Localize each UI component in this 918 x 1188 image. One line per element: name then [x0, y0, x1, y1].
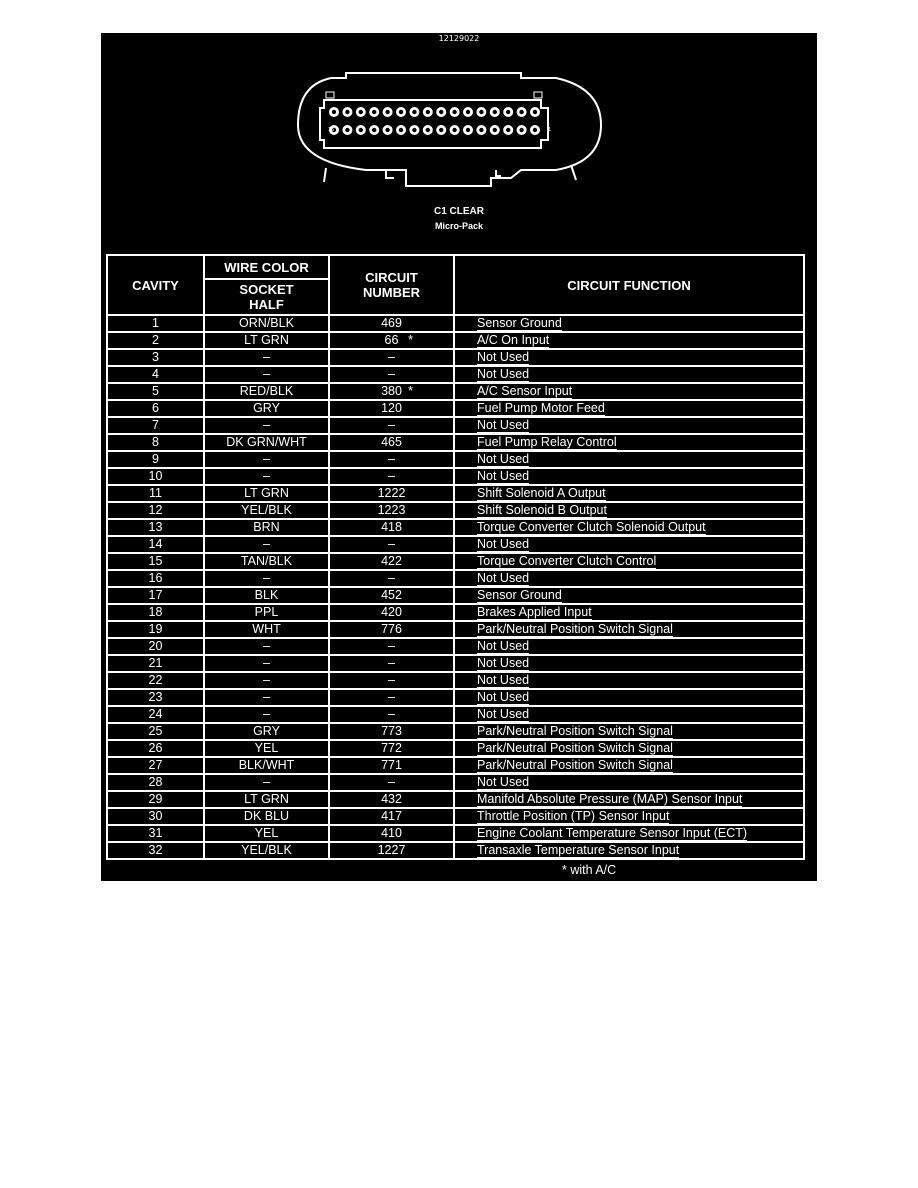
header-circuit-number-line2: NUMBER	[362, 285, 421, 300]
circuit-function-text: Engine Coolant Temperature Sensor Input (ECT)	[477, 826, 748, 840]
circuit-function-cell	[454, 587, 804, 604]
circuit-number-value: –	[388, 469, 395, 483]
circuit-number-cell	[329, 774, 454, 791]
circuit-number-cell	[329, 842, 454, 859]
table-row	[107, 740, 804, 757]
circuit-number-value: 410	[381, 826, 402, 840]
pin-label-start: 16	[328, 127, 335, 133]
connector-pin-hole	[412, 128, 416, 132]
connector-pin-hole	[533, 110, 537, 114]
circuit-number-value: 772	[381, 741, 402, 755]
table-row	[107, 757, 804, 774]
circuit-function-cell	[454, 485, 804, 502]
circuit-number-value: 773	[381, 724, 402, 738]
circuit-number-cell	[329, 808, 454, 825]
circuit-number-cell	[329, 791, 454, 808]
connector-pin-hole	[519, 128, 523, 132]
circuit-function-cell	[454, 553, 804, 570]
wire-color-cell: DK BLU	[204, 808, 329, 825]
connector-pin-hole	[452, 128, 456, 132]
circuit-number-value: –	[388, 775, 395, 789]
connector-pin-hole	[399, 128, 403, 132]
circuit-function-cell	[454, 791, 804, 808]
circuit-function-text: Not Used	[477, 469, 530, 483]
connector-pin-hole	[493, 110, 497, 114]
circuit-number-cell	[329, 451, 454, 468]
circuit-number-value: 465	[381, 435, 402, 449]
circuit-function-cell	[454, 315, 804, 332]
circuit-number-cell	[329, 349, 454, 366]
cavity-cell: 16	[107, 570, 204, 587]
cavity-cell: 21	[107, 655, 204, 672]
connector-pin-hole	[385, 128, 389, 132]
circuit-number-cell	[329, 689, 454, 706]
table-row	[107, 400, 804, 417]
cavity-cell: 7	[107, 417, 204, 434]
wire-color-cell: –	[204, 570, 329, 587]
circuit-number-cell	[329, 706, 454, 723]
table-row	[107, 672, 804, 689]
cavity-cell: 24	[107, 706, 204, 723]
pinout-table	[106, 254, 805, 860]
circuit-number-cell	[329, 825, 454, 842]
circuit-function-text: Fuel Pump Motor Feed	[477, 401, 605, 415]
circuit-number-value: –	[388, 350, 395, 364]
circuit-number-value: 776	[381, 622, 402, 636]
circuit-function-cell	[454, 400, 804, 417]
cavity-cell: 25	[107, 723, 204, 740]
circuit-number-cell	[329, 604, 454, 621]
circuit-function-text: Throttle Position (TP) Sensor Input	[477, 809, 670, 823]
circuit-number-cell	[329, 417, 454, 434]
wire-color-cell: GRY	[204, 400, 329, 417]
circuit-function-text: Transaxle Temperature Sensor Input	[477, 843, 680, 857]
circuit-number-value: 380	[381, 384, 402, 398]
circuit-number-cell	[329, 723, 454, 740]
circuit-function-text: Shift Solenoid A Output	[477, 486, 606, 500]
header-circuit-number	[329, 255, 454, 315]
circuit-function-cell	[454, 672, 804, 689]
circuit-function-cell	[454, 332, 804, 349]
wire-color-cell: YEL/BLK	[204, 502, 329, 519]
header-socket-half-line1: SOCKET	[239, 282, 294, 297]
circuit-number-value: 1227	[377, 843, 406, 857]
circuit-function-text: Not Used	[477, 418, 530, 432]
circuit-number-value: 771	[381, 758, 402, 772]
circuit-function-cell	[454, 383, 804, 400]
circuit-function-text: Not Used	[477, 639, 530, 653]
circuit-number-cell	[329, 655, 454, 672]
circuit-function-cell	[454, 740, 804, 757]
circuit-number-value: 417	[381, 809, 402, 823]
wire-color-cell: BLK/WHT	[204, 757, 329, 774]
wire-color-cell: TAN/BLK	[204, 553, 329, 570]
table-row	[107, 502, 804, 519]
cavity-cell: 19	[107, 621, 204, 638]
circuit-number-value: –	[388, 418, 395, 432]
cavity-cell: 28	[107, 774, 204, 791]
wire-color-cell: –	[204, 706, 329, 723]
connector-figure	[101, 33, 817, 881]
table-row	[107, 366, 804, 383]
table-row	[107, 417, 804, 434]
table-row	[107, 349, 804, 366]
circuit-number-value: –	[388, 537, 395, 551]
cavity-cell: 17	[107, 587, 204, 604]
circuit-function-text: Not Used	[477, 452, 530, 466]
cavity-cell: 11	[107, 485, 204, 502]
circuit-function-text: Sensor Ground	[477, 316, 562, 330]
ac-footnote-marker: *	[408, 333, 413, 347]
connector-pin-hole	[345, 110, 349, 114]
wire-color-cell: –	[204, 451, 329, 468]
circuit-number-value: –	[388, 656, 395, 670]
circuit-function-cell	[454, 434, 804, 451]
circuit-function-text: Fuel Pump Relay Control	[477, 435, 617, 449]
table-row	[107, 315, 804, 332]
circuit-function-cell	[454, 349, 804, 366]
circuit-function-text: Park/Neutral Position Switch Signal	[477, 758, 673, 772]
wire-color-cell: LT GRN	[204, 332, 329, 349]
table-row	[107, 706, 804, 723]
circuit-function-text: Not Used	[477, 775, 530, 789]
circuit-number-cell	[329, 587, 454, 604]
connector-pin-hole	[506, 110, 510, 114]
circuit-function-text: A/C On Input	[477, 333, 550, 347]
caption-title: C1 CLEAR	[433, 206, 484, 217]
connector-pin-hole	[426, 110, 430, 114]
circuit-number-value: 422	[381, 554, 402, 568]
connector-pin-hole	[359, 128, 363, 132]
connector-pin-hole	[439, 110, 443, 114]
connector-pin-hole	[506, 128, 510, 132]
circuit-number-value: 120	[381, 401, 402, 415]
connector-pin-hole	[493, 128, 497, 132]
table-row	[107, 383, 804, 400]
circuit-number-cell	[329, 570, 454, 587]
wire-color-cell: YEL/BLK	[204, 842, 329, 859]
circuit-function-cell	[454, 774, 804, 791]
cavity-cell: 23	[107, 689, 204, 706]
circuit-number-value: 452	[381, 588, 402, 602]
circuit-function-text: Brakes Applied Input	[477, 605, 592, 619]
header-cavity: CAVITY	[107, 255, 204, 315]
circuit-number-cell	[329, 740, 454, 757]
circuit-function-cell	[454, 604, 804, 621]
circuit-number-cell	[329, 485, 454, 502]
wire-color-cell: BRN	[204, 519, 329, 536]
table-row	[107, 570, 804, 587]
pin-marker	[326, 92, 334, 98]
table-row	[107, 655, 804, 672]
circuit-number-cell	[329, 383, 454, 400]
circuit-function-text: Park/Neutral Position Switch Signal	[477, 741, 673, 755]
connector-pin-hole	[399, 110, 403, 114]
circuit-number-cell	[329, 757, 454, 774]
circuit-function-text: Shift Solenoid B Output	[477, 503, 607, 517]
pin-label-end: 1	[548, 127, 552, 133]
connector-pin-hole	[439, 128, 443, 132]
connector-drawing	[286, 70, 616, 210]
cavity-cell: 2	[107, 332, 204, 349]
table-row	[107, 791, 804, 808]
wire-color-cell: WHT	[204, 621, 329, 638]
circuit-number-cell	[329, 400, 454, 417]
pin-marker	[534, 92, 542, 98]
circuit-function-text: Not Used	[477, 571, 530, 585]
part-number: 12129022	[438, 34, 480, 43]
circuit-number-value: –	[388, 571, 395, 585]
wire-color-cell: –	[204, 366, 329, 383]
cavity-cell: 15	[107, 553, 204, 570]
cavity-cell: 13	[107, 519, 204, 536]
circuit-function-text: Manifold Absolute Pressure (MAP) Sensor Input	[477, 792, 743, 806]
wire-color-cell: LT GRN	[204, 791, 329, 808]
table-row	[107, 587, 804, 604]
circuit-function-cell	[454, 519, 804, 536]
table-row	[107, 553, 804, 570]
circuit-number-cell	[329, 366, 454, 383]
cavity-cell: 5	[107, 383, 204, 400]
connector-pin-hole	[479, 128, 483, 132]
circuit-number-value: 469	[381, 316, 402, 330]
cavity-cell: 3	[107, 349, 204, 366]
circuit-number-cell	[329, 315, 454, 332]
wire-color-cell: –	[204, 468, 329, 485]
wire-color-cell: –	[204, 349, 329, 366]
table-row	[107, 723, 804, 740]
circuit-function-text: Torque Converter Clutch Solenoid Output	[477, 520, 706, 534]
circuit-function-text: Not Used	[477, 367, 530, 381]
table-row	[107, 536, 804, 553]
circuit-function-text: Park/Neutral Position Switch Signal	[477, 622, 673, 636]
connector-pin-hole	[345, 128, 349, 132]
connector-pin-hole	[466, 128, 470, 132]
circuit-number-value: –	[388, 367, 395, 381]
wire-color-cell: LT GRN	[204, 485, 329, 502]
wire-color-cell: –	[204, 672, 329, 689]
wire-color-cell: PPL	[204, 604, 329, 621]
table-row	[107, 468, 804, 485]
circuit-function-cell	[454, 706, 804, 723]
connector-pin-hole	[372, 128, 376, 132]
circuit-number-value: –	[388, 707, 395, 721]
table-row	[107, 842, 804, 859]
connector-pin-hole	[426, 128, 430, 132]
wire-color-cell: –	[204, 655, 329, 672]
connector-pin-hole	[533, 128, 537, 132]
cavity-cell: 18	[107, 604, 204, 621]
circuit-number-value: –	[388, 639, 395, 653]
wire-color-cell: BLK	[204, 587, 329, 604]
cavity-cell: 12	[107, 502, 204, 519]
circuit-number-cell	[329, 536, 454, 553]
header-socket-half	[204, 279, 329, 315]
circuit-number-value: 418	[381, 520, 402, 534]
cavity-cell: 6	[107, 400, 204, 417]
cavity-cell: 14	[107, 536, 204, 553]
wire-color-cell: –	[204, 774, 329, 791]
connector-pin-hole	[359, 110, 363, 114]
table-row	[107, 485, 804, 502]
circuit-number-value: 1223	[377, 503, 406, 517]
header-wire-color: WIRE COLOR	[204, 255, 329, 279]
cavity-cell: 20	[107, 638, 204, 655]
cavity-cell: 10	[107, 468, 204, 485]
circuit-number-value: 420	[381, 605, 402, 619]
wire-color-cell: YEL	[204, 825, 329, 842]
wire-color-cell: –	[204, 417, 329, 434]
cavity-cell: 27	[107, 757, 204, 774]
circuit-number-cell	[329, 621, 454, 638]
table-row	[107, 621, 804, 638]
circuit-function-cell	[454, 723, 804, 740]
circuit-function-text: Not Used	[477, 350, 530, 364]
circuit-number-value: 1222	[377, 486, 406, 500]
cavity-cell: 22	[107, 672, 204, 689]
wire-color-cell: –	[204, 638, 329, 655]
connector-pin-hole	[372, 110, 376, 114]
table-row	[107, 451, 804, 468]
circuit-function-cell	[454, 638, 804, 655]
circuit-function-cell	[454, 757, 804, 774]
table-row	[107, 519, 804, 536]
circuit-function-cell	[454, 808, 804, 825]
circuit-function-text: Sensor Ground	[477, 588, 562, 602]
circuit-number-value: 432	[381, 792, 402, 806]
circuit-number-cell	[329, 672, 454, 689]
circuit-function-cell	[454, 825, 804, 842]
circuit-function-text: Not Used	[477, 673, 530, 687]
footnote: * with A/C	[562, 863, 617, 877]
circuit-function-cell	[454, 417, 804, 434]
circuit-function-text: Park/Neutral Position Switch Signal	[477, 724, 673, 738]
wire-color-cell: GRY	[204, 723, 329, 740]
table-row	[107, 808, 804, 825]
circuit-number-cell	[329, 434, 454, 451]
table-row	[107, 825, 804, 842]
connector-pin-hole	[452, 110, 456, 114]
circuit-number-cell	[329, 519, 454, 536]
wire-color-cell: YEL	[204, 740, 329, 757]
circuit-number-cell	[329, 468, 454, 485]
cavity-cell: 1	[107, 315, 204, 332]
circuit-function-cell	[454, 366, 804, 383]
circuit-function-cell	[454, 570, 804, 587]
connector-pin-hole	[412, 110, 416, 114]
cavity-cell: 30	[107, 808, 204, 825]
circuit-function-cell	[454, 689, 804, 706]
circuit-number-cell	[329, 502, 454, 519]
circuit-function-cell	[454, 842, 804, 859]
circuit-function-cell	[454, 451, 804, 468]
wire-color-cell: ORN/BLK	[204, 315, 329, 332]
cavity-cell: 8	[107, 434, 204, 451]
circuit-number-value: –	[388, 690, 395, 704]
table-row	[107, 434, 804, 451]
connector-caption	[101, 205, 817, 233]
circuit-number-value: –	[388, 673, 395, 687]
caption-subtitle: Micro-Pack	[434, 221, 484, 231]
circuit-function-text: Not Used	[477, 707, 530, 721]
pin-row-top	[329, 107, 540, 117]
cavity-cell: 9	[107, 451, 204, 468]
table-row	[107, 604, 804, 621]
circuit-number-cell	[329, 638, 454, 655]
table-row	[107, 332, 804, 349]
cavity-cell: 26	[107, 740, 204, 757]
circuit-number-value: –	[388, 452, 395, 466]
circuit-number-cell	[329, 553, 454, 570]
circuit-function-cell	[454, 502, 804, 519]
wire-color-cell: RED/BLK	[204, 383, 329, 400]
circuit-function-text: Not Used	[477, 656, 530, 670]
connector-pin-hole	[385, 110, 389, 114]
connector-pin-hole	[479, 110, 483, 114]
circuit-function-text: Torque Converter Clutch Control	[477, 554, 657, 568]
wire-color-cell: –	[204, 689, 329, 706]
circuit-function-text: A/C Sensor Input	[477, 384, 573, 398]
pin-row-bottom	[329, 125, 540, 135]
circuit-number-cell	[329, 332, 454, 349]
circuit-function-cell	[454, 536, 804, 553]
cavity-cell: 4	[107, 366, 204, 383]
table-row	[107, 638, 804, 655]
circuit-number-value: 66	[384, 333, 399, 347]
circuit-function-text: Not Used	[477, 690, 530, 704]
table-row	[107, 689, 804, 706]
cavity-cell: 31	[107, 825, 204, 842]
header-circuit-function: CIRCUIT FUNCTION	[454, 255, 804, 315]
cavity-cell: 32	[107, 842, 204, 859]
connector-pin-hole	[466, 110, 470, 114]
cavity-cell: 29	[107, 791, 204, 808]
table-row	[107, 774, 804, 791]
circuit-function-cell	[454, 655, 804, 672]
connector-pin-hole	[519, 110, 523, 114]
connector-pin-hole	[332, 110, 336, 114]
header-circuit-number-line1: CIRCUIT	[365, 270, 418, 285]
wire-color-cell: DK GRN/WHT	[204, 434, 329, 451]
header-socket-half-line2: HALF	[249, 297, 284, 312]
circuit-function-cell	[454, 468, 804, 485]
circuit-function-cell	[454, 621, 804, 638]
wire-color-cell: –	[204, 536, 329, 553]
circuit-function-text: Not Used	[477, 537, 530, 551]
ac-footnote-marker: *	[408, 384, 413, 398]
